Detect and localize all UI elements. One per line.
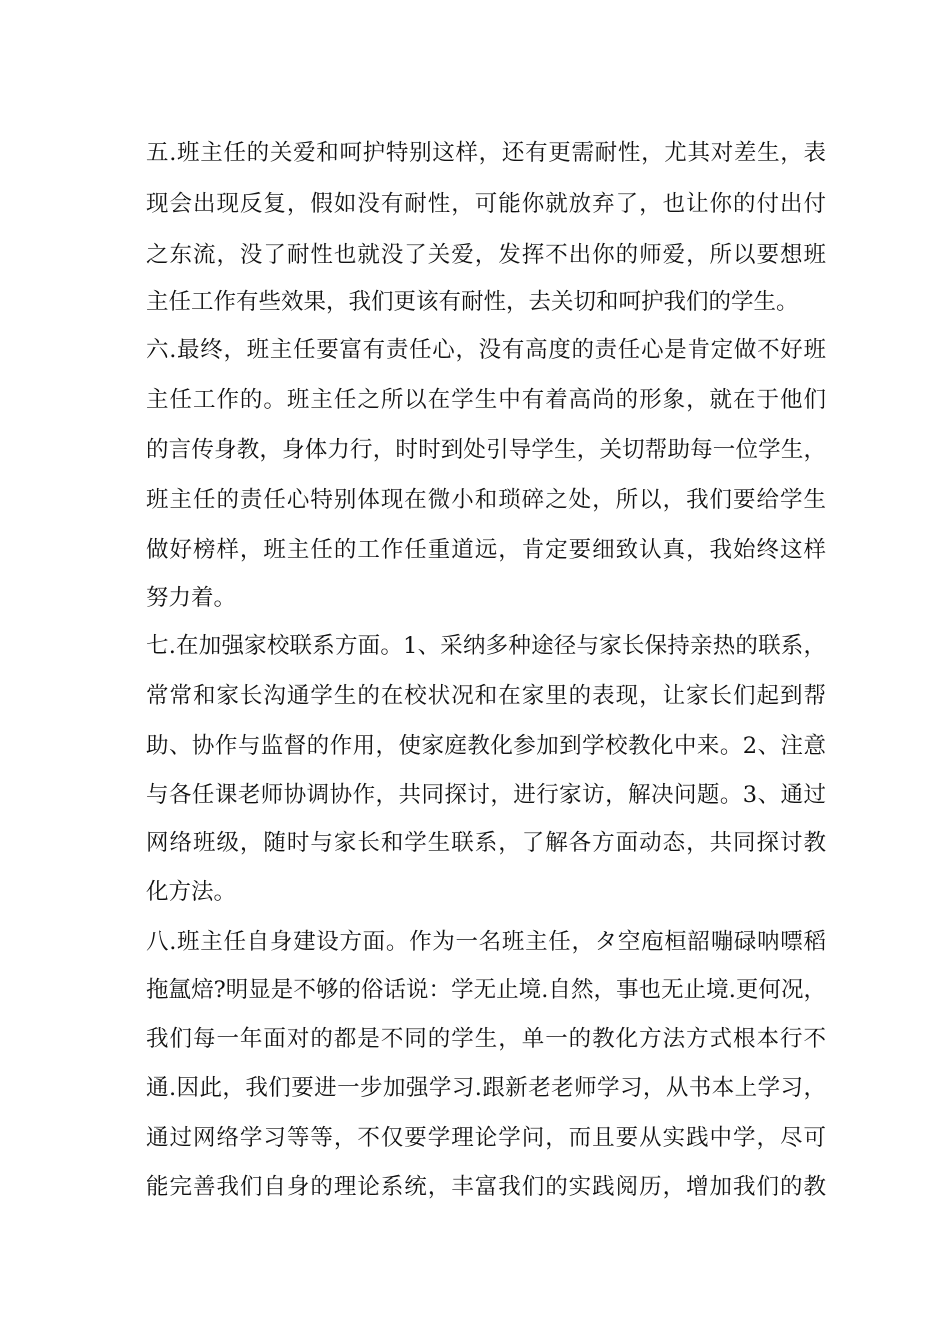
text-line: 拖氲焙?明显是不够的俗话说：学无止境.自然，事也无止境.更何况， bbox=[146, 977, 826, 1003]
text-line: 常常和家长沟通学生的在校状况和在家里的表现，让家长们起到帮 bbox=[146, 683, 826, 709]
text-line: 网络班级，随时与家长和学生联系，了解各方面动态，共同探讨教 bbox=[146, 830, 826, 856]
text-line: 努力着。 bbox=[146, 585, 237, 611]
text-line: 与各任课老师协调协作，共同探讨，进行家访，解决问题。3、通过 bbox=[146, 782, 826, 808]
text-line: 主任工作的。班主任之所以在学生中有着高尚的形象，就在于他们 bbox=[146, 387, 826, 413]
text-line: 能完善我们自身的理论系统，丰富我们的实践阅历，增加我们的教 bbox=[146, 1174, 826, 1200]
text-line: 五.班主任的关爱和呵护特别这样，还有更需耐性，尤其对差生，表 bbox=[146, 140, 826, 166]
text-line: 班主任的责任心特别体现在微小和琐碎之处，所以，我们要给学生 bbox=[146, 487, 826, 513]
text-line: 现会出现反复，假如没有耐性，可能你就放弃了，也让你的付出付 bbox=[146, 191, 826, 217]
text-line: 助、协作与监督的作用，使家庭教化参加到学校教化中来。2、注意 bbox=[146, 733, 826, 759]
text-line: 的言传身教，身体力行，时时到处引导学生，关切帮助每一位学生， bbox=[146, 437, 826, 463]
text-line: 八.班主任自身建设方面。作为一名班主任，タ空庖桓韶嘣碌呐嘌稻 bbox=[146, 929, 826, 955]
text-line: 通过网络学习等等，不仅要学理论学问，而且要从实践中学，尽可 bbox=[146, 1125, 826, 1151]
text-line: 主任工作有些效果，我们更该有耐性，去关切和呵护我们的学生。 bbox=[146, 289, 799, 315]
text-line: 六.最终，班主任要富有责任心，没有高度的责任心是肯定做不好班 bbox=[146, 337, 826, 363]
text-line: 化方法。 bbox=[146, 879, 237, 905]
text-line: 我们每一年面对的都是不同的学生，单一的教化方法方式根本行不 bbox=[146, 1026, 826, 1052]
text-line: 做好榜样，班主任的工作任重道远，肯定要细致认真，我始终这样 bbox=[146, 537, 826, 563]
text-line: 通.因此，我们要进一步加强学习.跟新老老师学习，从书本上学习， bbox=[146, 1075, 826, 1101]
text-line: 七.在加强家校联系方面。1、采纳多种途径与家长保持亲热的联系， bbox=[146, 633, 826, 659]
text-line: 之东流，没了耐性也就没了关爱，发挥不出你的师爱，所以要想班 bbox=[146, 242, 826, 268]
